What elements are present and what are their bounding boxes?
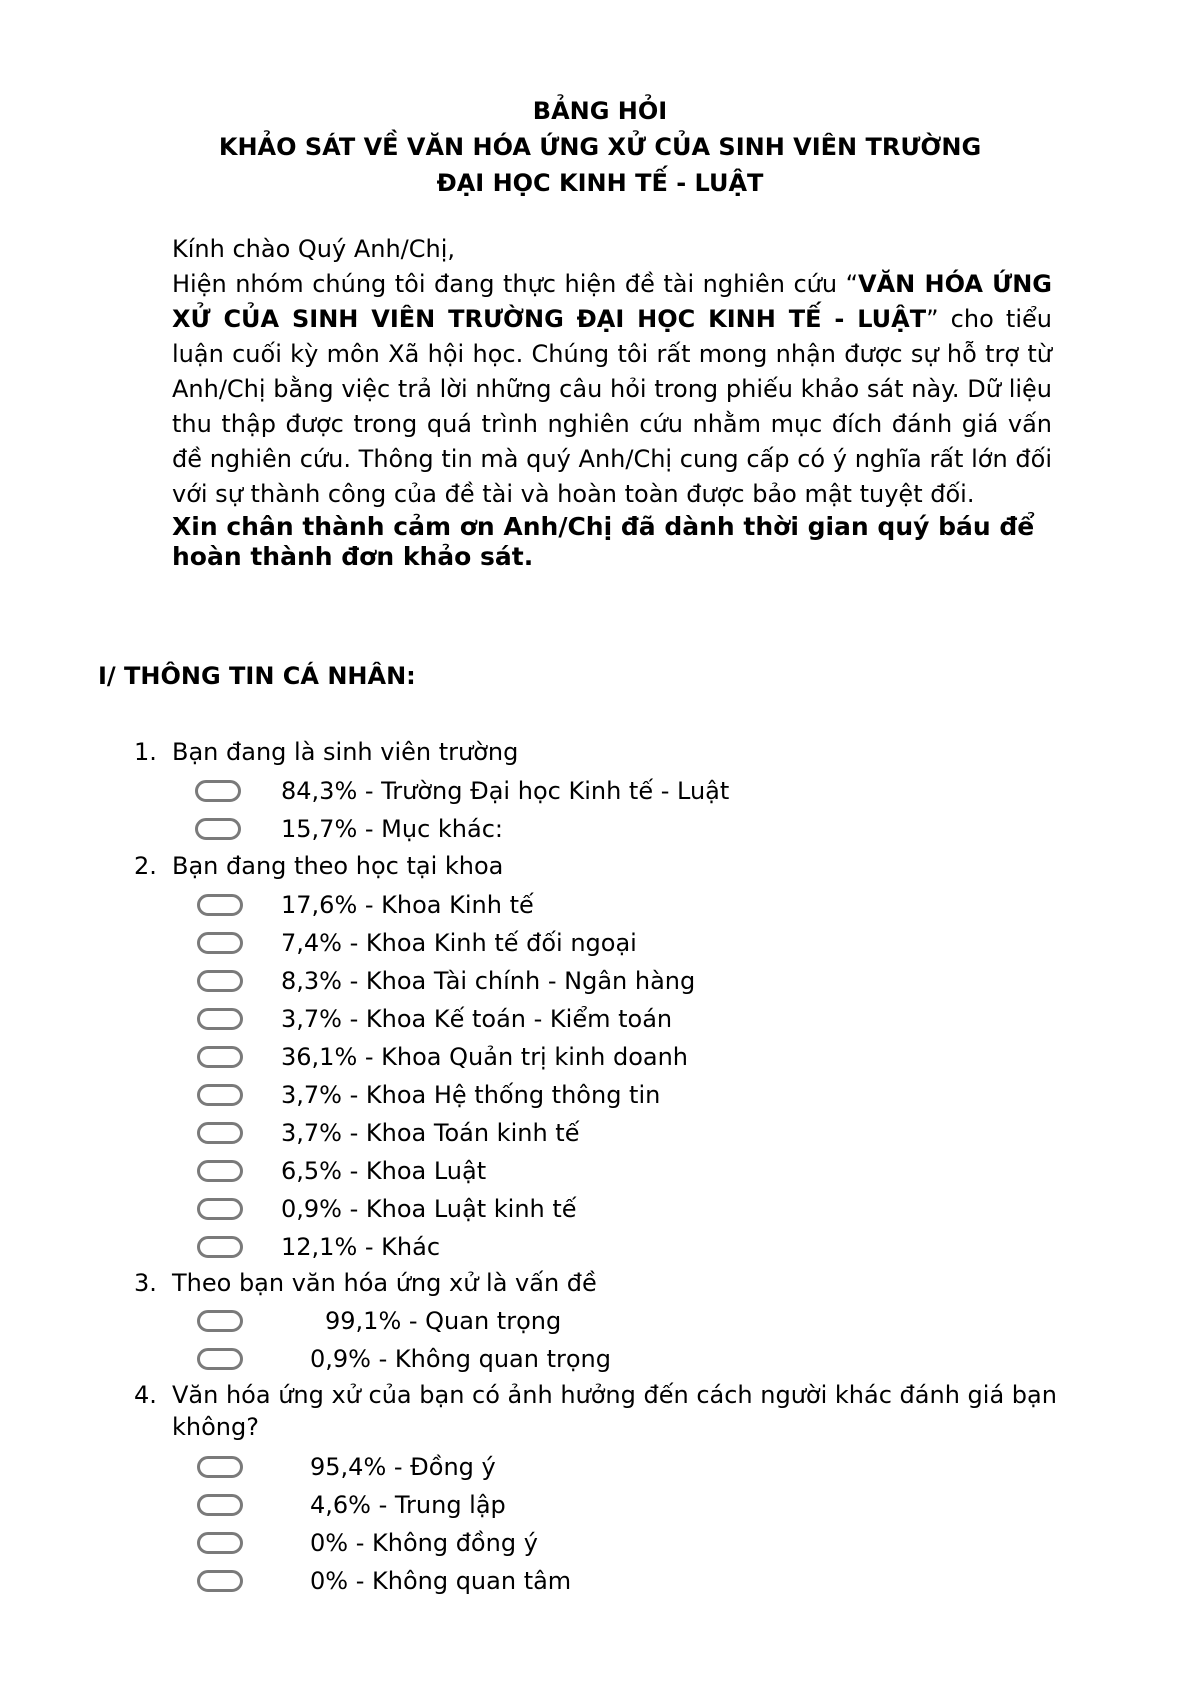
option-label: 12,1% - Khác: [281, 1233, 441, 1261]
radio-option[interactable]: [195, 780, 241, 802]
option-label: 6,5% - Khoa Luật: [281, 1157, 487, 1185]
radio-option[interactable]: [197, 1570, 243, 1592]
radio-option[interactable]: [197, 1494, 243, 1516]
option-label: 3,7% - Khoa Toán kinh tế: [281, 1119, 580, 1147]
option-label: 95,4% - Đồng ý: [310, 1453, 496, 1481]
survey-title: BẢNG HỎI: [532, 97, 668, 125]
option-label: 0,9% - Không quan trọng: [310, 1345, 611, 1373]
option-label: 0,9% - Khoa Luật kinh tế: [281, 1195, 577, 1223]
option-label: 7,4% - Khoa Kinh tế đối ngoại: [281, 929, 637, 957]
option-label: 84,3% - Trường Đại học Kinh tế - Luật: [281, 777, 730, 805]
intro-paragraph: [172, 267, 1052, 512]
option-label: 15,7% - Mục khác:: [281, 815, 503, 843]
radio-option[interactable]: [197, 1046, 243, 1068]
thanks-message: Xin chân thành cảm ơn Anh/Chị đã dành thời gian quý báu để hoàn thành đơn khảo sát.: [172, 512, 1035, 571]
option-label: 4,6% - Trung lập: [310, 1491, 506, 1519]
intro-paragraph-start: Hiện nhóm chúng tôi đang thực hiện đề tài nghiên cứu “: [172, 270, 859, 298]
radio-option[interactable]: [197, 1198, 243, 1220]
option-label: 99,1% - Quan trọng: [325, 1307, 562, 1335]
radio-option[interactable]: [197, 1084, 243, 1106]
radio-option[interactable]: [197, 970, 243, 992]
question-number: 3.: [134, 1269, 157, 1297]
option-label: 3,7% - Khoa Hệ thống thông tin: [281, 1081, 661, 1109]
research-topic: VĂN HÓA ỨNG XỬ CỦA SINH VIÊN TRƯỜNG ĐẠI HỌC KINH TẾ - LUẬT: [172, 270, 1052, 333]
question-text: Bạn đang là sinh viên trường: [172, 738, 519, 766]
option-label: 17,6% - Khoa Kinh tế: [281, 891, 534, 919]
radio-option[interactable]: [197, 1456, 243, 1478]
survey-subtitle-line-2: ĐẠI HỌC KINH TẾ - LUẬT: [436, 169, 764, 197]
radio-option[interactable]: [197, 1160, 243, 1182]
question-text: Theo bạn văn hóa ứng xử là vấn đề: [172, 1269, 597, 1297]
radio-option[interactable]: [197, 894, 243, 916]
radio-option[interactable]: [197, 932, 243, 954]
radio-option[interactable]: [197, 1348, 243, 1370]
radio-option[interactable]: [197, 1122, 243, 1144]
option-label: 36,1% - Khoa Quản trị kinh doanh: [281, 1043, 689, 1071]
option-label: 0% - Không đồng ý: [310, 1529, 538, 1557]
question-number: 2.: [134, 852, 157, 880]
question-number: 1.: [134, 738, 157, 766]
intro-paragraph-end: ” cho tiểu luận cuối kỳ môn Xã hội học. Chúng tôi rất mong nhận được sự hỗ trợ từ Anh/Chị bằng việc trả lời những câu hỏi trong phiếu khảo sát này. Dữ liệu thu thập được trong quá trình nghiên cứu nhằm mục đích đánh giá vấn đề nghiên cứu. Thông tin mà quý Anh/Chị cung cấp có ý nghĩa rất lớn đối với sự thành công của đề tài và hoàn toàn được bảo mật tuyệt đối.: [172, 305, 1052, 508]
question-text: Bạn đang theo học tại khoa: [172, 852, 504, 880]
option-label: 8,3% - Khoa Tài chính - Ngân hàng: [281, 967, 696, 995]
option-label: 3,7% - Khoa Kế toán - Kiểm toán: [281, 1005, 673, 1033]
radio-option[interactable]: [197, 1532, 243, 1554]
option-label: 0% - Không quan tâm: [310, 1567, 572, 1595]
intro-section: [172, 232, 1052, 572]
radio-option[interactable]: [197, 1236, 243, 1258]
survey-subtitle-line-1: KHẢO SÁT VỀ VĂN HÓA ỨNG XỬ CỦA SINH VIÊN TRƯỜNG: [218, 133, 982, 161]
radio-option[interactable]: [197, 1310, 243, 1332]
greeting: Kính chào Quý Anh/Chị,: [172, 235, 456, 263]
radio-option[interactable]: [195, 818, 241, 840]
question-text: Văn hóa ứng xử của bạn có ảnh hưởng đến cách người khác đánh giá bạn không?: [172, 1381, 1057, 1441]
radio-option[interactable]: [197, 1008, 243, 1030]
survey-header: [0, 93, 1200, 201]
question-number: 4.: [134, 1381, 157, 1409]
section-title: I/ THÔNG TIN CÁ NHÂN:: [98, 662, 416, 690]
